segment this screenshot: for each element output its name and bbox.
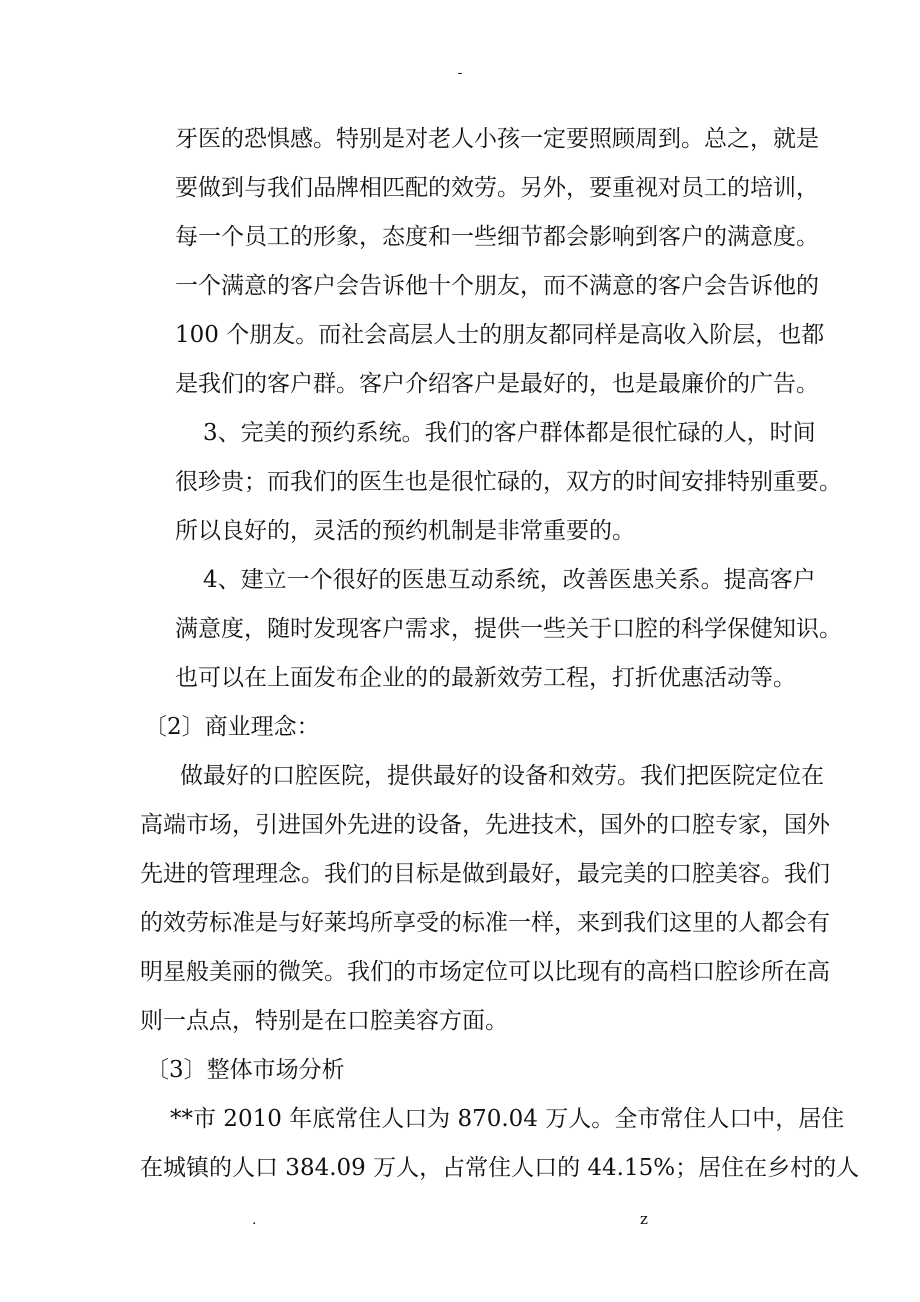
footer-left-mark: . <box>252 1212 257 1228</box>
text-line: 100 个朋友。而社会高层人士的朋友都同样是高收入阶层，也都 <box>175 322 825 348</box>
section-heading: 〔3〕整体市场分析 <box>146 1057 345 1083</box>
text-line: 4、建立一个很好的医患互动系统，改善医患关系。提高客户 <box>203 567 816 593</box>
page-header-mark: - <box>457 65 463 81</box>
text-line: 也可以在上面发布企业的的最新效劳工程，打折优惠活动等。 <box>175 665 796 691</box>
section-heading: 〔2〕商业理念： <box>144 714 320 740</box>
footer-right-mark: z <box>640 1210 648 1228</box>
text-line: 牙医的恐惧感。特别是对老人小孩一定要照顾周到。总之，就是 <box>175 126 819 152</box>
text-line: 明星般美丽的微笑。我们的市场定位可以比现有的高档口腔诊所在高 <box>140 959 830 985</box>
text-line: 满意度，随时发现客户需求，提供一些关于口腔的科学保健知识。 <box>175 616 842 642</box>
text-line: 所以良好的，灵活的预约机制是非常重要的。 <box>175 518 635 544</box>
text-line: 先进的管理理念。我们的目标是做到最好，最完美的口腔美容。我们 <box>140 861 830 887</box>
text-line: 每一个员工的形象，态度和一些细节都会影响到客户的满意度。 <box>175 224 819 250</box>
text-line: 在城镇的人口 384.09 万人，占常住人口的 44.15%；居住在乡村的人 <box>140 1155 860 1181</box>
text-line: 一个满意的客户会告诉他十个朋友，而不满意的客户会告诉他的 <box>175 273 819 299</box>
text-line: 3、完美的预约系统。我们的客户群体都是很忙碌的人，时间 <box>203 420 816 446</box>
text-line: 做最好的口腔医院，提供最好的设备和效劳。我们把医院定位在 <box>180 763 824 789</box>
text-line: 是我们的客户群。客户介绍客户是最好的，也是最廉价的广告。 <box>175 371 819 397</box>
text-line: 很珍贵；而我们的医生也是很忙碌的，双方的时间安排特别重要。 <box>175 469 842 495</box>
text-line: **市 2010 年底常住人口为 870.04 万人。全市常住人口中，居住 <box>170 1106 845 1132</box>
text-line: 则一点点，特别是在口腔美容方面。 <box>140 1008 508 1034</box>
text-line: 的效劳标准是与好莱坞所享受的标准一样，来到我们这里的人都会有 <box>140 910 830 936</box>
text-line: 高端市场，引进国外先进的设备，先进技术，国外的口腔专家，国外 <box>140 812 830 838</box>
text-line: 要做到与我们品牌相匹配的效劳。另外，要重视对员工的培训， <box>175 175 819 201</box>
